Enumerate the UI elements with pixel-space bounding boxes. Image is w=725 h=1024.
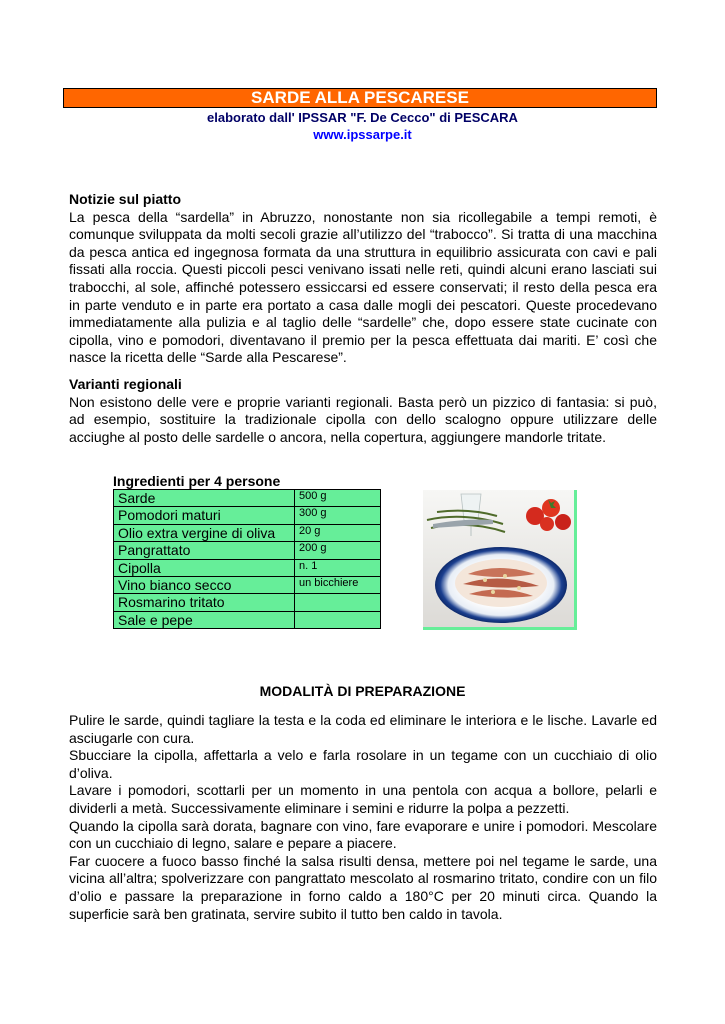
preparation-heading: MODALITÀ DI PREPARAZIONE (259, 683, 466, 699)
ingredient-name: Sarde (114, 490, 295, 507)
preparation-text (69, 712, 657, 923)
ingredient-row (114, 594, 381, 611)
preparation-step: Far cuocere a fuoco basso finché la salsa risulti densa, mettere poi nel tegame le sarde, una vicina all’altra; spolverizzare con pangrattato mescolato al rosmarino tritato, condire con un filo d’olio e passare la preparazione in forno caldo a 180°C per 20 minuti circa. Quando la superficie sarà ben gratinata, servire subito il tutto ben caldo in tavola. (69, 852, 657, 922)
ingredient-qty: 200 g (295, 542, 381, 559)
ingredient-qty: un bicchiere (295, 576, 381, 593)
ingredient-name: Cipolla (114, 559, 295, 576)
website-link[interactable]: www.ipssarpe.it (313, 127, 412, 142)
ingredient-name: Olio extra vergine di oliva (114, 524, 295, 541)
preparation-step: Sbucciare la cipolla, affettarla a velo e farla rosolare in un tegame con un cucchiaio di olio d’oliva. (69, 747, 657, 781)
ingredient-row (114, 611, 381, 628)
ingredient-row (114, 576, 381, 593)
page-title: SARDE ALLA PESCARESE (63, 88, 657, 108)
ingredient-row (114, 490, 381, 507)
varianti-section (69, 376, 657, 446)
preparation-step: Lavare i pomodori, scottarli per un momento in una pentola con acqua a bollore, pelarli e dividerli a metà. Successivamente eliminare i semini e ridurre la polpa a pezzetti. (69, 782, 657, 816)
ingredient-name: Pomodori maturi (114, 507, 295, 524)
subtitle: elaborato dall' IPSSAR "F. De Cecco" di PESCARA (207, 110, 518, 125)
ingredient-qty: n. 1 (295, 559, 381, 576)
ingredient-name: Pangrattato (114, 542, 295, 559)
preparation-step: Quando la cipolla sarà dorata, bagnare con vino, fare evaporare e unire i pomodori. Mescolare con un cucchiaio di legno, salare e pepare a piacere. (69, 817, 657, 852)
dish-illustration (423, 490, 574, 627)
notizie-text: La pesca della “sardella” in Abruzzo, nonostante non sia ricollegabile a tempi remoti, è comunque sviluppata da molti secoli grazie all’utilizzo del “trabocco”. Si tratta di una macchina da pesca antica ed ingegnosa formata da una struttura in equilibrio assicurata con cavi e pali fissati alla roccia. Questi piccoli pesci venivano issati nelle reti, quindi alcuni erano lasciati sui trabocchi, al sole, affinché potessero essiccarsi ed essere conservati; il resto della pesca era in parte venduto e in parte era portato a casa dalle mogli dei pescatori. Queste procedevano immediatamente alla pulizia e al taglio delle “sardelle” che, dopo essere state cucinate con cipolla, vino e pomodori, diventavano il premio per la pesca effettuata dai mariti. E’ così che nasce la ricetta delle “Sarde alla Pescarese”. (69, 208, 657, 366)
ingredient-qty: 20 g (295, 524, 381, 541)
ingredient-name: Rosmarino tritato (114, 594, 295, 611)
ingredient-name: Vino bianco secco (114, 576, 295, 593)
ingredient-name: Sale e pepe (114, 611, 295, 628)
varianti-heading: Varianti regionali (69, 376, 182, 392)
ingredients-title: Ingredienti per 4 persone (113, 473, 281, 489)
ingredient-qty: 500 g (295, 490, 381, 507)
ingredient-qty: 300 g (295, 507, 381, 524)
ingredient-row (114, 524, 381, 541)
ingredient-row (114, 559, 381, 576)
notizie-heading: Notizie sul piatto (69, 191, 181, 207)
notizie-section (69, 191, 657, 367)
ingredient-row (114, 507, 381, 524)
varianti-text: Non esistono delle vere e proprie varianti regionali. Basta però un pizzico di fantasia: si può, ad esempio, sostituire la tradizionale cipolla con dello scalogno oppure utilizzare delle acciughe al posto delle sardelle o ancora, nella copertura, aggiungere mandorle tritate. (69, 393, 657, 445)
ingredient-qty (295, 611, 381, 628)
dish-photo (423, 490, 577, 630)
ingredient-row (114, 542, 381, 559)
ingredient-qty (295, 594, 381, 611)
ingredients-table (113, 489, 381, 629)
preparation-step: Pulire le sarde, quindi tagliare la testa e la coda ed eliminare le interiora e le lische. Lavarle ed asciugarle con cura. (69, 712, 657, 746)
